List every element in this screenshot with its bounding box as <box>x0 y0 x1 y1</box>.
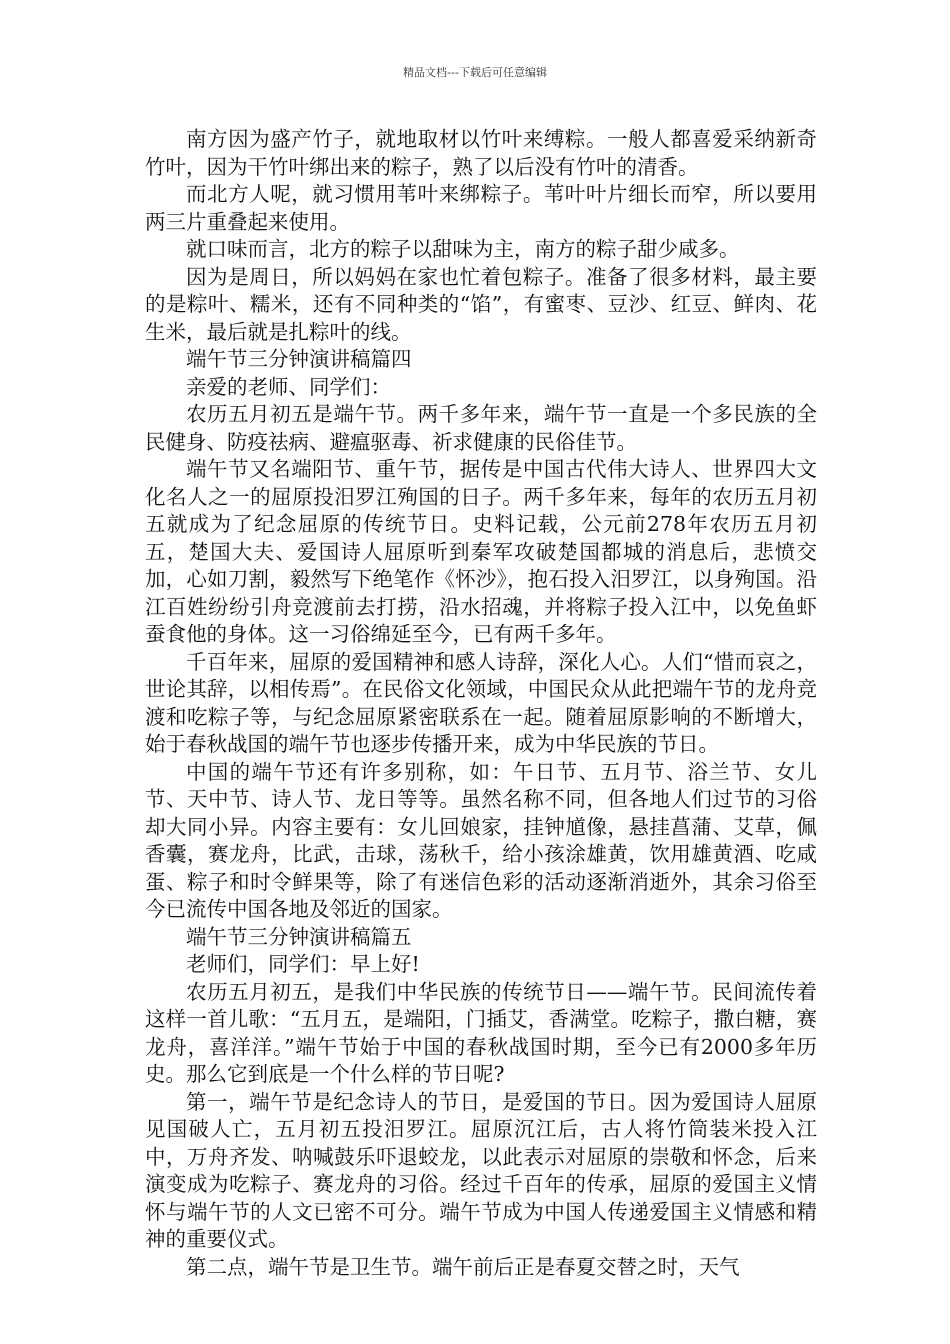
paragraph: 农历五月初五是端午节。两千多年来，端午节一直是一个多民族的全民健身、防疫祛病、避瘟驱毒、祈求健康的民俗佳节。 <box>145 402 817 454</box>
paragraph: 而北方人呢，就习惯用苇叶来绑粽子。苇叶叶片细长而窄，所以要用两三片重叠起来使用。 <box>145 182 817 234</box>
paragraph: 南方因为盛产竹子，就地取材以竹叶来缚粽。一般人都喜爱采纳新奇竹叶，因为干竹叶绑出来的粽子，熟了以后没有竹叶的清香。 <box>145 127 817 179</box>
paragraph: 第二点，端午节是卫生节。端午前后正是春夏交替之时，天气 <box>186 1254 740 1279</box>
paragraph: 中国的端午节还有许多别称，如：午日节、五月节、浴兰节、女儿节、天中节、诗人节、龙日等等。虽然名称不同，但各地人们过节的习俗却大同小异。内容主要有：女儿回娘家，挂钟馗像，悬挂菖蒲、艾草，佩香囊，赛龙舟，比武，击球，荡秋千，给小孩涂雄黄，饮用雄黄酒、吃咸蛋、粽子和时令鲜果等，除了有迷信色彩的活动逐渐消逝外，其余习俗至今已流传中国各地及邻近的国家。 <box>145 759 817 921</box>
paragraph: 农历五月初五，是我们中华民族的传统节日——端午节。民间流传着这样一首儿歌：“五月五，是端阳，门插艾，香满堂。吃粽子，撒白糖，赛龙舟，喜洋洋。”端午节始于中国的春秋战国时期，至今已有2000多年历史。那么它到底是一个什么样的节日呢? <box>145 979 817 1086</box>
section-heading: 端午节三分钟演讲稿篇四 <box>186 347 412 371</box>
salutation: 老师们，同学们：早上好! <box>186 952 420 976</box>
salutation: 亲爱的老师、同学们： <box>186 374 391 399</box>
paragraph: 千百年来，屈原的爱国精神和感人诗辞，深化人心。人们“惜而哀之，世论其辞，以相传焉”。在民俗文化领域，中国民众从此把端午节的龙舟竞渡和吃粽子等，与纪念屈原紧密联系在一起。随着屈原影响的不断增大，始于春秋战国的端午节也逐步传播开来，成为中华民族的节日。 <box>145 649 817 756</box>
paragraph: 端午节又名端阳节、重午节，据传是中国古代伟大诗人、世界四大文化名人之一的屈原投汨罗江殉国的日子。两千多年来，每年的农历五月初五就成为了纪念屈原的传统节日。史料记载，公元前278年农历五月初五，楚国大夫、爱国诗人屈原听到秦军攻破楚国都城的消息后，悲愤交加，心如刀割，毅然写下绝笔作《怀沙》，抱石投入汨罗江，以身殉国。沿江百姓纷纷引舟竞渡前去打捞，沿水招魂，并将粽子投入江中，以免鱼虾蚕食他的身体。这一习俗绵延至今，已有两千多年。 <box>145 457 817 646</box>
paragraph: 因为是周日，所以妈妈在家也忙着包粽子。准备了很多材料，最主要的是粽叶、糯米，还有不同种类的“馅”，有蜜枣、豆沙、红豆、鲜肉、花生米，最后就是扎粽叶的线。 <box>145 264 817 344</box>
paragraph: 第一，端午节是纪念诗人的节日，是爱国的节日。因为爱国诗人屈原见国破人亡，五月初五投汨罗江。屈原沉江后，古人将竹筒装米投入江中，万舟齐发、呐喊鼓乐吓退蛟龙，以此表示对屈原的崇敬和怀念，后来演变成为吃粽子、赛龙舟的习俗。经过千百年的传承，屈原的爱国主义情怀与端午节的人文已密不可分。端午节成为中国人传递爱国主义情感和精神的重要仪式。 <box>145 1089 817 1251</box>
section-heading: 端午节三分钟演讲稿篇五 <box>186 924 412 949</box>
paragraph: 就口味而言，北方的粽子以甜味为主，南方的粽子甜少咸多。 <box>186 237 740 261</box>
document-body <box>145 126 817 1281</box>
page-header: 精品文档---下载后可任意编辑 <box>403 66 547 79</box>
